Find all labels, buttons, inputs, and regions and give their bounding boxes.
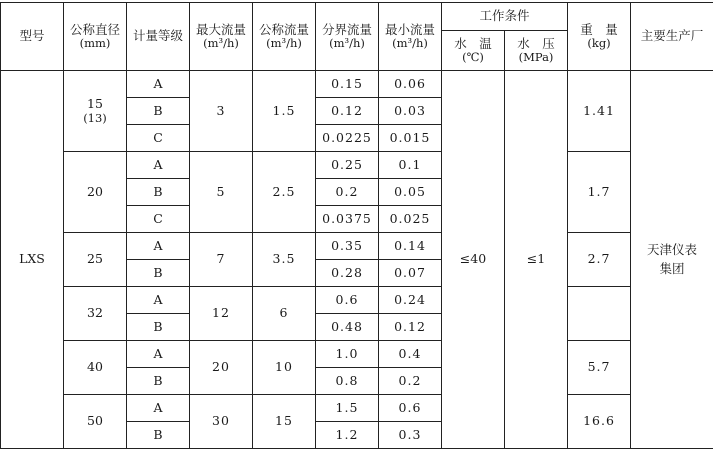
diameter-alt-value: (13) xyxy=(83,110,107,125)
min-flow-cell: 0.4 xyxy=(379,341,442,368)
spec-table-container xyxy=(0,2,713,449)
table-row xyxy=(1,341,713,368)
min-flow-cell: 0.07 xyxy=(379,260,442,287)
header-max-flow xyxy=(190,3,253,71)
table-row xyxy=(1,233,713,260)
header-max-flow-label: 最大流量 xyxy=(195,21,246,37)
transition-flow-cell: 1.0 xyxy=(316,341,379,368)
header-max-flow-unit: (m³/h) xyxy=(203,36,239,51)
table-row xyxy=(1,71,713,98)
transition-flow-cell: 0.28 xyxy=(316,260,379,287)
diameter-value: 15 xyxy=(87,96,103,112)
weight-cell xyxy=(568,287,631,341)
manufacturer-cell: 天津仪表 集团 xyxy=(631,71,713,449)
min-flow-cell: 0.05 xyxy=(379,179,442,206)
header-nominal-diameter-unit: (mm) xyxy=(79,36,111,51)
header-water-temp-unit: (℃) xyxy=(462,50,484,65)
metering-class-cell: A xyxy=(127,287,190,314)
table-body xyxy=(1,71,713,449)
metering-class-cell: C xyxy=(127,125,190,152)
metering-class-cell: B xyxy=(127,179,190,206)
metering-class-cell: A xyxy=(127,395,190,422)
transition-flow-cell: 0.35 xyxy=(316,233,379,260)
header-water-temp xyxy=(442,31,505,71)
diameter-value: 40 xyxy=(87,359,103,375)
transition-flow-cell: 0.8 xyxy=(316,368,379,395)
metering-class-cell: A xyxy=(127,71,190,98)
header-min-flow-label: 最小流量 xyxy=(384,21,435,37)
table-row xyxy=(1,287,713,314)
min-flow-cell: 0.06 xyxy=(379,71,442,98)
metering-class-cell: B xyxy=(127,422,190,449)
nominal-flow-cell: 3.5 xyxy=(253,233,316,287)
transition-flow-cell: 0.6 xyxy=(316,287,379,314)
header-manufacturer-label: 主要生产厂 xyxy=(640,28,704,44)
diameter-cell xyxy=(64,71,127,152)
min-flow-cell: 0.6 xyxy=(379,395,442,422)
diameter-cell xyxy=(64,152,127,233)
metering-class-cell: B xyxy=(127,368,190,395)
weight-cell: 1.7 xyxy=(568,152,631,233)
diameter-value: 50 xyxy=(87,413,103,429)
transition-flow-cell: 0.15 xyxy=(316,71,379,98)
header-weight xyxy=(568,3,631,71)
metering-class-cell: A xyxy=(127,341,190,368)
min-flow-cell: 0.2 xyxy=(379,368,442,395)
header-metering-class xyxy=(127,3,190,71)
header-min-flow-unit: (m³/h) xyxy=(392,36,428,51)
water-temp-cell: ≤40 xyxy=(442,71,505,449)
weight-cell: 5.7 xyxy=(568,341,631,395)
nominal-flow-cell: 10 xyxy=(253,341,316,395)
min-flow-cell: 0.1 xyxy=(379,152,442,179)
weight-cell: 2.7 xyxy=(568,233,631,287)
metering-class-cell: A xyxy=(127,233,190,260)
transition-flow-cell: 0.48 xyxy=(316,314,379,341)
header-working-conditions xyxy=(442,3,568,31)
transition-flow-cell: 1.5 xyxy=(316,395,379,422)
diameter-cell xyxy=(64,233,127,287)
diameter-value: 25 xyxy=(87,251,103,267)
metering-class-cell: B xyxy=(127,98,190,125)
table-row xyxy=(1,152,713,179)
header-metering-class-label: 计量等级 xyxy=(132,28,183,44)
min-flow-cell: 0.025 xyxy=(379,206,442,233)
max-flow-cell: 7 xyxy=(190,233,253,287)
header-nominal-flow xyxy=(253,3,316,71)
transition-flow-cell: 0.25 xyxy=(316,152,379,179)
header-water-temp-label: 水 温 xyxy=(454,35,492,51)
transition-flow-cell: 0.12 xyxy=(316,98,379,125)
max-flow-cell: 5 xyxy=(190,152,253,233)
metering-class-cell: C xyxy=(127,206,190,233)
diameter-value: 32 xyxy=(87,305,103,321)
table-header xyxy=(1,3,713,71)
transition-flow-cell: 1.2 xyxy=(316,422,379,449)
header-nominal-flow-label: 公称流量 xyxy=(258,21,309,37)
header-model xyxy=(1,3,64,71)
header-transition-flow-unit: (m³/h) xyxy=(329,36,365,51)
header-nominal-flow-unit: (m³/h) xyxy=(266,36,302,51)
diameter-value: 20 xyxy=(87,183,103,199)
min-flow-cell: 0.24 xyxy=(379,287,442,314)
header-nominal-diameter xyxy=(64,3,127,71)
header-model-label: 型号 xyxy=(19,28,45,44)
diameter-cell xyxy=(64,341,127,395)
header-min-flow xyxy=(379,3,442,71)
table-row xyxy=(1,395,713,422)
max-flow-cell: 12 xyxy=(190,287,253,341)
header-water-pressure-label: 水 压 xyxy=(517,35,555,51)
header-weight-label: 重 量 xyxy=(580,21,618,37)
min-flow-cell: 0.14 xyxy=(379,233,442,260)
transition-flow-cell: 0.2 xyxy=(316,179,379,206)
header-nominal-diameter-label: 公称直径 xyxy=(69,21,120,37)
header-weight-unit: (kg) xyxy=(587,36,611,51)
max-flow-cell: 3 xyxy=(190,71,253,152)
model-cell: LXS xyxy=(1,71,64,449)
weight-cell: 16.6 xyxy=(568,395,631,449)
max-flow-cell: 20 xyxy=(190,341,253,395)
header-transition-flow-label: 分界流量 xyxy=(321,21,372,37)
min-flow-cell: 0.3 xyxy=(379,422,442,449)
diameter-cell xyxy=(64,287,127,341)
min-flow-cell: 0.015 xyxy=(379,125,442,152)
weight-cell: 1.41 xyxy=(568,71,631,152)
metering-class-cell: A xyxy=(127,152,190,179)
header-water-pressure-unit: (MPa) xyxy=(518,50,554,65)
diameter-cell xyxy=(64,395,127,449)
min-flow-cell: 0.03 xyxy=(379,98,442,125)
header-manufacturer xyxy=(631,3,713,71)
header-transition-flow xyxy=(316,3,379,71)
max-flow-cell: 30 xyxy=(190,395,253,449)
nominal-flow-cell: 6 xyxy=(253,287,316,341)
metering-class-cell: B xyxy=(127,260,190,287)
header-water-pressure xyxy=(505,31,568,71)
min-flow-cell: 0.12 xyxy=(379,314,442,341)
transition-flow-cell: 0.0375 xyxy=(316,206,379,233)
water-meter-spec-table xyxy=(0,2,713,449)
nominal-flow-cell: 2.5 xyxy=(253,152,316,233)
transition-flow-cell: 0.0225 xyxy=(316,125,379,152)
header-working-conditions-label: 工作条件 xyxy=(479,8,530,24)
water-pressure-cell: ≤1 xyxy=(505,71,568,449)
nominal-flow-cell: 1.5 xyxy=(253,71,316,152)
nominal-flow-cell: 15 xyxy=(253,395,316,449)
metering-class-cell: B xyxy=(127,314,190,341)
